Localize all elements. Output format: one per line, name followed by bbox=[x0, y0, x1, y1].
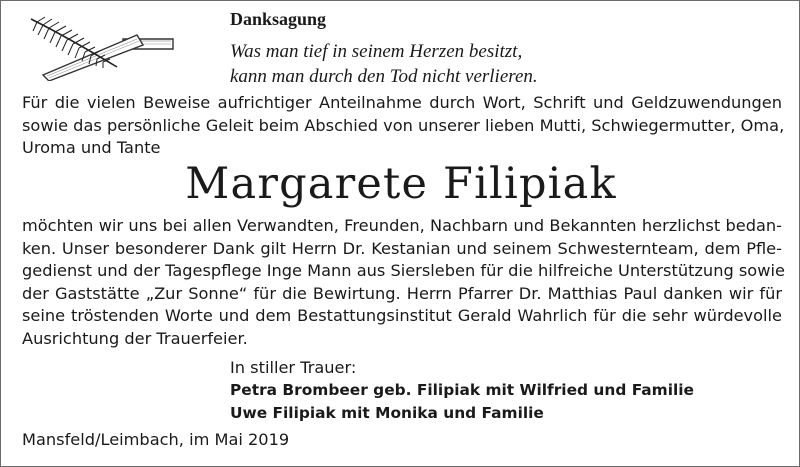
quote-line: kann man durch den Tod nicht verlieren. bbox=[230, 66, 538, 87]
mourning-intro: In stiller Trauer: bbox=[230, 358, 357, 377]
text-line: ken. Unser besonderer Dank gilt Herrn Dr. Kestanian und seinem Schwesternteam, dem Pfle- bbox=[22, 238, 782, 258]
cross-with-palm-branch-icon bbox=[27, 15, 177, 81]
text-line: gedienst und der Tagespflege Inge Mann aus Siersleben für die hilfreiche Unterstützung sowie bbox=[22, 261, 785, 281]
memorial-quote bbox=[230, 39, 538, 89]
text-line: der Gaststätte „Zur Sonne“ für die Bewirtung. Herrn Pfarrer Dr. Matthias Paul danken wir für bbox=[22, 283, 782, 303]
thanks-paragraph-body bbox=[22, 215, 785, 351]
mourner-line: Uwe Filipiak mit Monika und Familie bbox=[230, 404, 544, 422]
text-line: Für die vielen Beweise aufrichtiger Anteilnahme durch Wort, Schrift und Geldzuwendungen bbox=[22, 93, 782, 112]
place-and-date: Mansfeld/Leimbach, im Mai 2019 bbox=[22, 430, 290, 449]
quote-line: Was man tief in seinem Herzen besitzt, bbox=[230, 41, 523, 62]
thanks-paragraph-intro bbox=[22, 92, 785, 160]
text-line: sowie das persönliche Geleit beim Abschied von unserer lieben Mutti, Schwiegermutter, Oma, bbox=[22, 115, 785, 135]
mourner-line: Petra Brombeer geb. Filipiak mit Wilfried und Familie bbox=[230, 381, 694, 399]
deceased-name: Margarete Filipiak bbox=[185, 159, 617, 209]
notice-heading: Danksagung bbox=[230, 9, 327, 29]
text-line: Uroma und Tante bbox=[22, 138, 161, 158]
text-line: seine tröstenden Worte und dem Bestattungsinstitut Gerald Wahrlich für die sehr würdevolle bbox=[22, 306, 782, 326]
text-line: möchten wir uns bei allen Verwandten, Freunden, Nachbarn und Bekannten herzlichst bedan- bbox=[22, 216, 782, 235]
text-line: Ausrichtung der Trauerfeier. bbox=[22, 328, 248, 348]
